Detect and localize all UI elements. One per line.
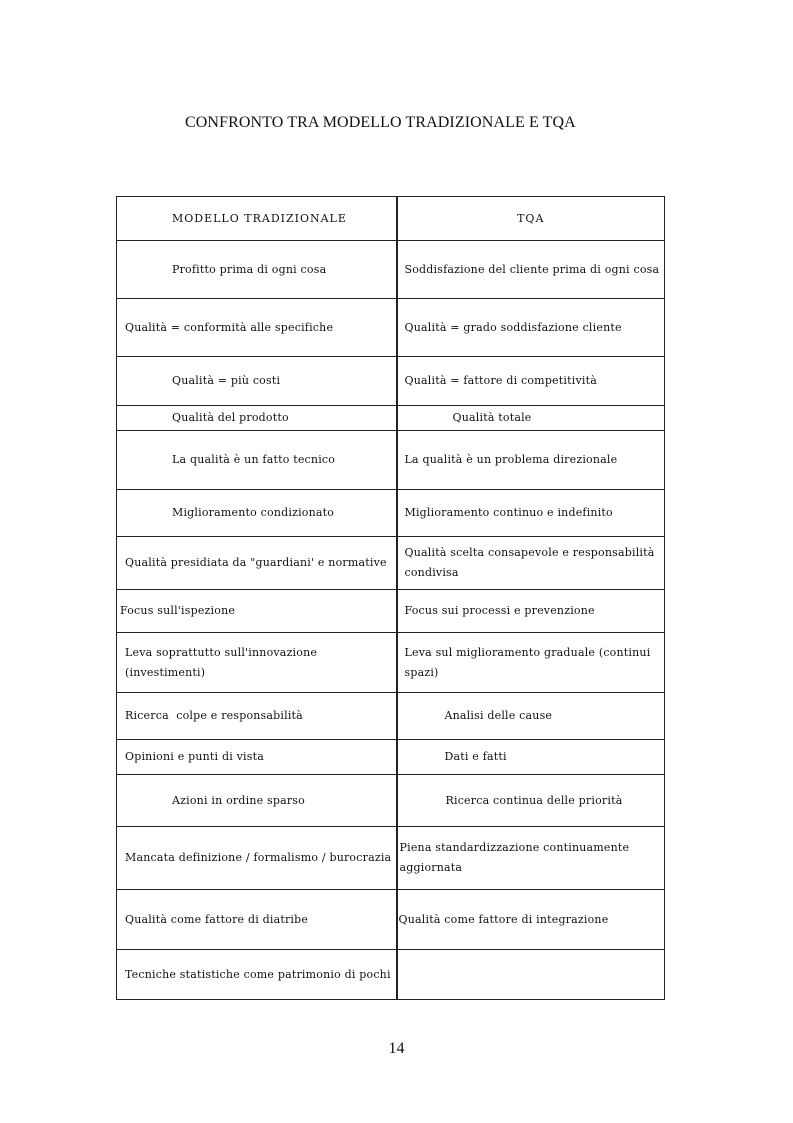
header-cell-traditional [117,197,397,241]
cell-text: Qualità totale [452,411,532,424]
table-cell-traditional [117,537,397,590]
table-row [117,633,665,693]
header-label-tqa: TQA [517,211,545,225]
cell-text: Focus sull'ispezione [120,604,236,617]
table-cell-traditional [117,633,397,693]
cell-text: Qualità come fattore di diatribe [125,912,309,926]
cell-text: Leva soprattutto sull'innovazione (investimenti) [125,645,318,679]
cell-text: Tecniche statistiche come patrimonio di pochi [125,967,391,981]
cell-text: Analisi delle cause [444,709,553,722]
header-cell-tqa [397,197,665,241]
table-cell-tqa [397,633,665,693]
table-cell-tqa [397,740,665,775]
table-cell-tqa [397,357,665,406]
table-row [117,299,665,357]
table-cell-tqa [397,890,665,950]
table-cell-traditional [117,775,397,827]
cell-text: Qualità = conformità alle specifiche [125,320,334,334]
table-cell-traditional [117,950,397,1000]
table-row [117,590,665,633]
table-cell-tqa [397,490,665,537]
table-row [117,490,665,537]
header-label-traditional: MODELLO TRADIZIONALE [172,211,347,225]
table-cell-traditional [117,431,397,490]
cell-text: Mancata definizione / formalismo / burocrazia [125,851,392,864]
table-row [117,827,665,890]
table-cell-traditional [117,890,397,950]
cell-text: Miglioramento continuo e indefinito [404,506,613,519]
table-cell-traditional [117,357,397,406]
page-number: 14 [388,1040,405,1057]
table-row [117,241,665,299]
table-cell-tqa [397,827,665,890]
table-cell-traditional [117,590,397,633]
cell-text: Ricerca continua delle priorità [445,793,623,807]
cell-text: Qualità = fattore di competitività [404,374,597,387]
cell-text: Piena standardizzazione continuamente aggiornata [399,841,630,874]
table-cell-tqa [397,693,665,740]
table-cell-tqa [397,775,665,827]
comparison-table [116,196,665,1000]
cell-text: Miglioramento condizionato [172,506,335,519]
cell-text: Ricerca colpe e responsabilità [125,709,303,722]
cell-text: Qualità scelta consapevole e responsabilità condivisa [404,546,655,579]
table-cell-tqa [397,299,665,357]
cell-text: La qualità è un problema direzionale [404,453,618,466]
cell-text: Qualità = grado soddisfazione cliente [404,320,622,334]
cell-text: Leva sul miglioramento graduale (continui spazi) [404,645,651,679]
table-cell-tqa [397,537,665,590]
table-row [117,693,665,740]
page-title: CONFRONTO TRA MODELLO TRADIZIONALE E TQA [185,114,576,131]
table-row [117,537,665,590]
table-row [117,775,665,827]
cell-text: Qualità = più costi [172,374,281,387]
cell-text: Azioni in ordine sparso [172,793,305,807]
table-cell-traditional [117,740,397,775]
table-cell-traditional [117,299,397,357]
table-row [117,740,665,775]
cell-text: Qualità presidiata da "guardiani' e normative [125,556,387,569]
table-cell-tqa [397,406,665,431]
table-cell-traditional [117,241,397,299]
cell-text: Qualità come fattore di integrazione [398,912,609,926]
table-row [117,431,665,490]
table-cell-traditional [117,827,397,890]
cell-text: La qualità è un fatto tecnico [172,453,336,466]
table-cell-traditional [117,693,397,740]
table-cell-tqa [397,590,665,633]
table-cell-traditional [117,406,397,431]
cell-text: Dati e fatti [444,750,507,763]
table-row [117,357,665,406]
table-cell-traditional [117,490,397,537]
table-row [117,406,665,431]
table-header-row [117,197,665,241]
table-row [117,950,665,1000]
table-cell-tqa [397,241,665,299]
cell-text: Profitto prima di ogni cosa [172,262,327,276]
cell-text: Qualità del prodotto [172,411,289,424]
cell-text: Opinioni e punti di vista [125,750,264,763]
table-cell-tqa [397,950,665,1000]
table-cell-tqa [397,431,665,490]
table-row [117,890,665,950]
cell-text: Focus sui processi e prevenzione [404,604,595,617]
cell-text: Soddisfazione del cliente prima di ogni cosa [404,262,660,276]
